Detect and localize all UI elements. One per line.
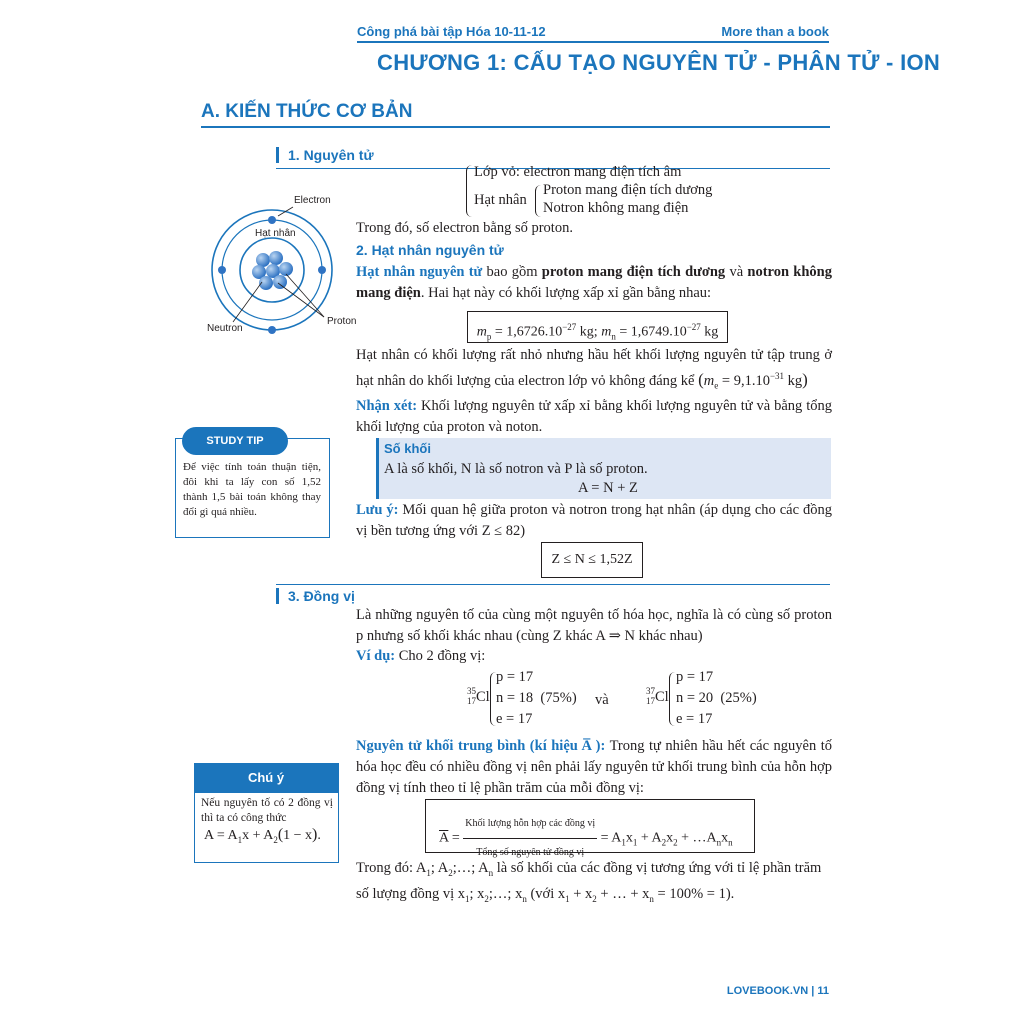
chapter-title: CHƯƠNG 1: CẤU TẠO NGUYÊN TỬ - PHÂN TỬ - ION [377,50,941,75]
isotope-definition: Là những nguyên tố của cùng một nguyên tố hóa học, nghĩa là có cùng số proton p nhưng số khối khác nhau (cùng Z khác A ⇒ N khác nhau) [356,607,832,644]
electron-dot [218,266,226,274]
nucleus-paragraph: Hạt nhân nguyên tử bao gồm proton mang điện tích dương và notron không mang điện. Hai hạt này có khối lượng xấp xỉ gần bằng nhau: [356,264,832,301]
average-mass-term: Nguyên tử khối trung bình (kí hiệu A̅ ): [356,738,606,754]
header-rule [357,41,829,43]
section-a-rule [201,126,830,128]
nucleus-term: Hạt nhân nguyên tử [356,264,483,280]
isotope1-n: n = 18 (75%) [496,690,577,706]
neutron-line: Notron không mang điện [543,200,689,216]
electron-dot [268,326,276,334]
proton-line: Proton mang điện tích dương [543,182,713,198]
running-header-right: More than a book [721,24,829,39]
average-mass-paragraph: Nguyên tử khối trung bình (kí hiệu A̅ ): Trong tự nhiên hầu hết các nguyên tố hóa học đều có nhiều đồng vị nên phải lấy nguyên tử khối trung bình của hỗn hợp đồng vị tính theo tỉ lệ phần trăm của mỗi đồng vị: [356,738,832,796]
note-paragraph: Lưu ý: Mối quan hệ giữa proton và notron trong hạt nhân (áp dụng cho các đồng vị bền tương ứng với Z ≤ 82) [356,502,833,539]
electron-label: Electron [294,195,331,206]
heading-nucleus: 2. Hạt nhân nguyên tử [356,242,504,258]
electron-dot [318,266,326,274]
two-isotope-formula: $A = A_1x + A_2(1 - x)$. [204,826,321,845]
note-box-text: Nếu nguyên tố có 2 đồng vị thì ta có công thức [201,797,333,824]
electron-proton-note: Trong đó, số electron bằng số proton. [356,220,573,236]
isotope1-e: e = 17 [496,711,533,727]
electron-mass-paragraph: Hạt nhân có khối lượng rất nhỏ nhưng hầu hết khối lượng nguyên tử tập trung ở hạt nhân do khối lượng của electron lớp vỏ không đáng kể ($m_e = 9,1.10^{-31}$ kg) [356,347,832,391]
nucleus-diagram-label: Hạt nhân [255,228,296,239]
mass-number-heading: Số khối [384,441,431,456]
note-label: Lưu ý: [356,502,399,518]
example-line: Ví dụ: Cho 2 đồng vị: [356,648,486,664]
formula-explanation: Trong đó: $A_1$; $A_2;\dots$; $A_n$ là số khối của các đồng vị tương ứng với tỉ lệ phần trăm [356,860,822,878]
isotope2-n: n = 20 (25%) [676,690,757,706]
isotope2-symbol: Cl [655,689,669,705]
nucleon [279,262,293,276]
isotope1-symbol: Cl [476,689,490,705]
mass-equation-box: $m_p = 1,6726.10^{-27}$ kg; $m_n = 1,6749.10^{-27}$ kg [467,311,728,343]
study-tip-label: STUDY TIP [182,427,288,455]
neutron-label: Neutron [207,323,243,334]
section-a-heading: A. KIẾN THỨC CƠ BẢN [201,101,413,122]
nucleon [273,275,287,289]
isotope2-brace [669,672,676,726]
remark-label: Nhận xét: [356,398,418,414]
nucleus-label: Hạt nhân [474,192,527,208]
heading-isotope: 3. Đồng vị [276,588,355,604]
average-mass-formula: $\overline{A}$ = $\frac{\text{Khối lượng hỗn hợp các đồng vị}}{\text{Tổng số nguyên tử đồng vị}}$ = $A_1x_1 + A_2x_2$ + $\dots A_nx_n$ [439,810,733,867]
nucleon [256,253,270,267]
remark-paragraph: Nhận xét: Khối lượng nguyên tử xấp xỉ bằng khối lượng nguyên tử và bằng tổng khối lượng của proton và noton. [356,398,832,435]
example-label: Ví dụ: [356,648,396,664]
isotope1-nuclide: 35 17 [467,686,476,706]
study-tip-text: Để việc tính toán thuận tiện, đôi khi ta lấy con số 1,52 thành 1,5 bài toán không thay đổi gì quá nhiều. [183,461,321,518]
isotope2-nuclide: 37 17 [646,686,655,706]
nucleus-brace [535,185,542,217]
mass-number-definition: A là số khối, N là số notron và P là số proton. [384,461,648,477]
page-footer: LOVEBOOK.VN | 11 [726,985,829,997]
running-header-left: Công phá bài tập Hóa 10-11-12 [357,24,546,39]
isotope1-p: p = 17 [496,669,534,685]
note-box-heading: Chú ý [194,763,338,793]
structure-brace [466,165,473,217]
electron-dot [268,216,276,224]
heading-isotope-rule [276,584,830,585]
nucleon [269,251,283,265]
formula-explanation-2: số lượng đồng vị $x_1$; $x_2;\dots$; $x_n$ (với $x_1 + x_2$ + … + $x_n = 100\% = 1$). [356,886,735,904]
shell-line: Lớp vỏ: electron mang điện tích âm [474,164,682,180]
ratio-box: Z ≤ N ≤ 1,52Z [541,542,643,578]
mass-number-equation: A = N + Z [578,480,638,496]
proton-label: Proton [327,316,357,327]
heading-atom: 1. Nguyên tử [276,147,374,163]
isotope2-e: e = 17 [676,711,713,727]
and-word: và [595,692,609,708]
isotope2-p: p = 17 [676,669,714,685]
